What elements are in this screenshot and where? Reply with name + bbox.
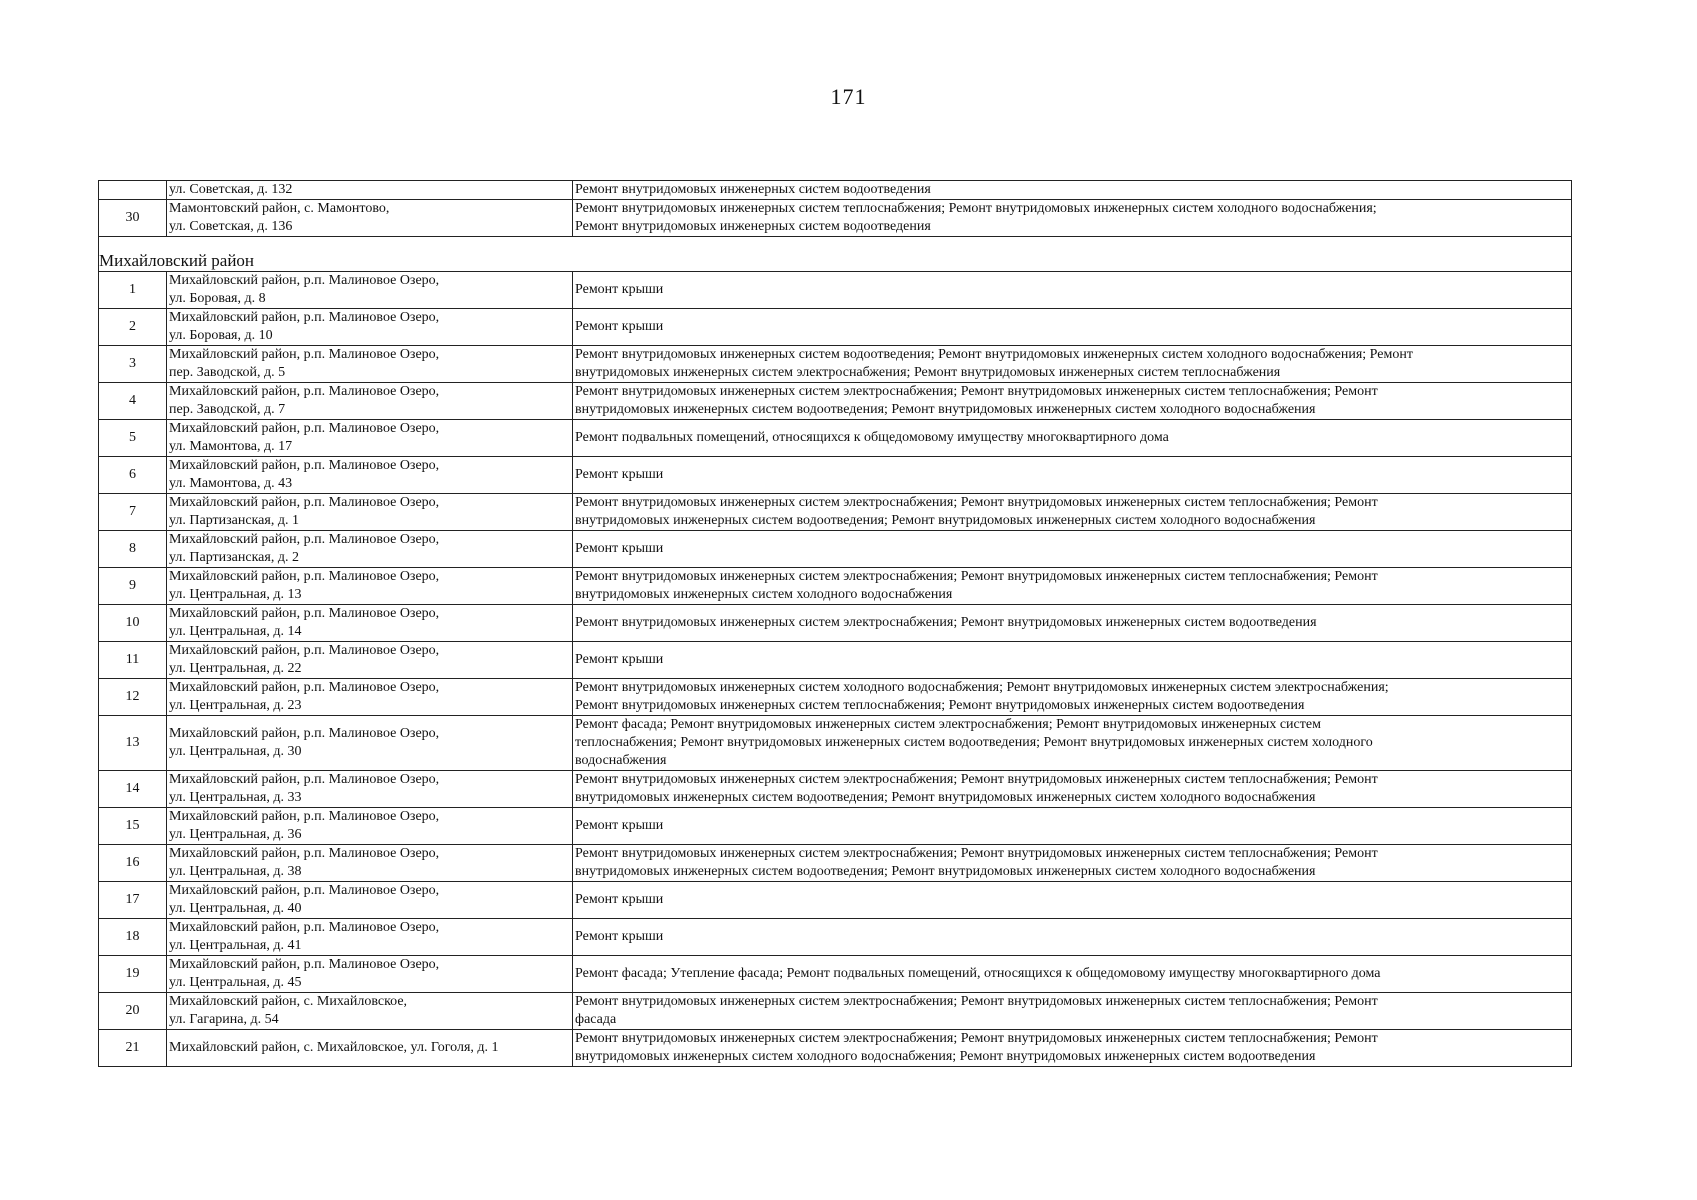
works-line: Ремонт крыши [575, 541, 664, 556]
row-number: 5 [99, 420, 167, 457]
works-cell [573, 993, 1572, 1030]
works-cell [573, 642, 1572, 679]
works-line: внутридомовых инженерных систем водоотведения; Ремонт внутридомовых инженерных систем холодного водоснабжения [575, 402, 1316, 417]
table-row [99, 993, 1572, 1030]
address-line: Михайловский район, р.п. Малиновое Озеро, [169, 273, 440, 288]
table-row [99, 346, 1572, 383]
table-row [99, 494, 1572, 531]
row-number: 10 [99, 605, 167, 642]
table-row [99, 605, 1572, 642]
table-row [99, 309, 1572, 346]
works-line: Ремонт крыши [575, 319, 664, 334]
works-cell [573, 882, 1572, 919]
address-line: ул. Центральная, д. 13 [169, 587, 302, 602]
row-number: 8 [99, 531, 167, 568]
address-line: ул. Мамонтова, д. 17 [169, 439, 293, 454]
works-table [98, 180, 1572, 1067]
address-line: ул. Мамонтова, д. 43 [169, 476, 293, 491]
table-row [99, 181, 1572, 200]
address-line: Михайловский район, р.п. Малиновое Озеро, [169, 347, 440, 362]
address-cell [167, 494, 573, 531]
row-number: 15 [99, 808, 167, 845]
works-line: Ремонт фасада; Ремонт внутридомовых инженерных систем электроснабжения; Ремонт внутридомовых инженерных систем [575, 717, 1321, 732]
address-line: ул. Партизанская, д. 2 [169, 550, 299, 565]
address-cell [167, 272, 573, 309]
table-row [99, 1030, 1572, 1067]
works-line: теплоснабжения; Ремонт внутридомовых инженерных систем водоотведения; Ремонт внутридомовых инженерных систем холодного [575, 735, 1373, 750]
address-line: Михайловский район, р.п. Малиновое Озеро, [169, 421, 440, 436]
address-line: ул. Центральная, д. 14 [169, 624, 302, 639]
works-cell [573, 679, 1572, 716]
works-cell [573, 181, 1572, 200]
row-number: 13 [99, 716, 167, 771]
table-row [99, 771, 1572, 808]
works-line: Ремонт внутридомовых инженерных систем электроснабжения; Ремонт внутридомовых инженерных систем теплоснабжения; Ремонт [575, 994, 1378, 1009]
section-header-group [99, 237, 1572, 272]
row-number: 12 [99, 679, 167, 716]
previous-district-rows [99, 181, 1572, 237]
address-line: Михайловский район, р.п. Малиновое Озеро, [169, 680, 440, 695]
works-line: внутридомовых инженерных систем холодного водоснабжения; Ремонт внутридомовых инженерных систем водоотведения [575, 1049, 1316, 1064]
works-line: Ремонт внутридомовых инженерных систем водоотведения [575, 182, 931, 197]
address-line: Михайловский район, р.п. Малиновое Озеро, [169, 458, 440, 473]
address-line: Михайловский район, р.п. Малиновое Озеро, [169, 809, 440, 824]
address-cell [167, 993, 573, 1030]
works-line: Ремонт крыши [575, 467, 664, 482]
address-line: Михайловский район, р.п. Малиновое Озеро, [169, 569, 440, 584]
row-number: 3 [99, 346, 167, 383]
page-number: 171 [830, 84, 867, 109]
address-line: Михайловский район, р.п. Малиновое Озеро, [169, 495, 440, 510]
address-line: ул. Центральная, д. 38 [169, 864, 302, 879]
works-cell [573, 309, 1572, 346]
table-row [99, 568, 1572, 605]
table-row [99, 882, 1572, 919]
address-line: ул. Центральная, д. 22 [169, 661, 302, 676]
works-line: внутридомовых инженерных систем водоотведения; Ремонт внутридомовых инженерных систем холодного водоснабжения [575, 513, 1316, 528]
table-row [99, 272, 1572, 309]
address-line: Михайловский район, р.п. Малиновое Озеро, [169, 532, 440, 547]
address-line: ул. Советская, д. 132 [169, 182, 293, 197]
address-line: ул. Центральная, д. 45 [169, 975, 302, 990]
works-line: Ремонт крыши [575, 652, 664, 667]
address-cell [167, 346, 573, 383]
address-cell [167, 716, 573, 771]
table-row [99, 531, 1572, 568]
address-line: ул. Советская, д. 136 [169, 219, 293, 234]
address-cell [167, 808, 573, 845]
address-line: Михайловский район, с. Михайловское, ул. Гоголя, д. 1 [169, 1040, 499, 1055]
address-line: Михайловский район, р.п. Малиновое Озеро, [169, 920, 440, 935]
address-cell [167, 642, 573, 679]
row-number: 4 [99, 383, 167, 420]
address-cell [167, 568, 573, 605]
row-number: 9 [99, 568, 167, 605]
table-row [99, 845, 1572, 882]
section-title: Михайловский район [99, 237, 1572, 272]
address-line: Михайловский район, р.п. Малиновое Озеро, [169, 606, 440, 621]
address-cell [167, 605, 573, 642]
works-line: Ремонт фасада; Утепление фасада; Ремонт подвальных помещений, относящихся к общедомовому имуществу многоквартирного дома [575, 966, 1381, 981]
table-row [99, 956, 1572, 993]
address-cell [167, 679, 573, 716]
address-line: ул. Центральная, д. 30 [169, 744, 302, 759]
works-cell [573, 1030, 1572, 1067]
table-row [99, 716, 1572, 771]
address-line: Михайловский район, р.п. Малиновое Озеро, [169, 883, 440, 898]
row-number: 7 [99, 494, 167, 531]
address-cell [167, 420, 573, 457]
works-line: Ремонт внутридомовых инженерных систем теплоснабжения; Ремонт внутридомовых инженерных систем холодного водоснабжения; [575, 201, 1377, 216]
works-cell [573, 808, 1572, 845]
works-cell [573, 494, 1572, 531]
address-line: ул. Центральная, д. 23 [169, 698, 302, 713]
address-line: Михайловский район, р.п. Малиновое Озеро, [169, 772, 440, 787]
works-line: Ремонт крыши [575, 929, 664, 944]
section-header-row [99, 237, 1572, 272]
works-cell [573, 272, 1572, 309]
works-cell [573, 771, 1572, 808]
address-line: Михайловский район, р.п. Малиновое Озеро, [169, 310, 440, 325]
row-number [99, 181, 167, 200]
works-line: внутридомовых инженерных систем водоотведения; Ремонт внутридомовых инженерных систем холодного водоснабжения [575, 864, 1316, 879]
address-cell [167, 181, 573, 200]
table-row [99, 919, 1572, 956]
works-line: Ремонт внутридомовых инженерных систем электроснабжения; Ремонт внутридомовых инженерных систем теплоснабжения; Ремонт [575, 495, 1378, 510]
address-line: ул. Центральная, д. 41 [169, 938, 302, 953]
row-number: 16 [99, 845, 167, 882]
works-line: Ремонт крыши [575, 892, 664, 907]
table-row [99, 420, 1572, 457]
table-row [99, 642, 1572, 679]
row-number: 6 [99, 457, 167, 494]
works-line: Ремонт внутридомовых инженерных систем электроснабжения; Ремонт внутридомовых инженерных систем теплоснабжения; Ремонт [575, 846, 1378, 861]
works-cell [573, 845, 1572, 882]
address-line: ул. Центральная, д. 33 [169, 790, 302, 805]
district-rows [99, 272, 1572, 1067]
works-line: Ремонт внутридомовых инженерных систем теплоснабжения; Ремонт внутридомовых инженерных систем водоотведения [575, 698, 1305, 713]
address-line: ул. Гагарина, д. 54 [169, 1012, 279, 1027]
works-cell [573, 919, 1572, 956]
address-cell [167, 956, 573, 993]
address-line: ул. Центральная, д. 40 [169, 901, 302, 916]
row-number: 18 [99, 919, 167, 956]
address-cell [167, 457, 573, 494]
row-number: 11 [99, 642, 167, 679]
address-cell [167, 309, 573, 346]
works-line: Ремонт подвальных помещений, относящихся к общедомовому имуществу многоквартирного дома [575, 430, 1169, 445]
address-cell [167, 200, 573, 237]
address-line: ул. Партизанская, д. 1 [169, 513, 299, 528]
works-cell [573, 420, 1572, 457]
row-number: 1 [99, 272, 167, 309]
works-line: Ремонт крыши [575, 282, 664, 297]
row-number: 17 [99, 882, 167, 919]
works-line: Ремонт внутридомовых инженерных систем водоотведения; Ремонт внутридомовых инженерных систем холодного водоснабжения; Ремонт [575, 347, 1413, 362]
address-cell [167, 845, 573, 882]
row-number: 19 [99, 956, 167, 993]
works-line: Ремонт внутридомовых инженерных систем электроснабжения; Ремонт внутридомовых инженерных систем теплоснабжения; Ремонт [575, 384, 1378, 399]
works-cell [573, 346, 1572, 383]
works-line: Ремонт внутридомовых инженерных систем холодного водоснабжения; Ремонт внутридомовых инженерных систем электроснабжения; [575, 680, 1389, 695]
address-line: ул. Боровая, д. 8 [169, 291, 266, 306]
works-cell [573, 568, 1572, 605]
address-cell [167, 383, 573, 420]
table-row [99, 679, 1572, 716]
address-cell [167, 1030, 573, 1067]
address-cell [167, 771, 573, 808]
row-number: 20 [99, 993, 167, 1030]
address-line: Михайловский район, р.п. Малиновое Озеро, [169, 846, 440, 861]
address-line: Михайловский район, р.п. Малиновое Озеро, [169, 726, 440, 741]
table-row [99, 457, 1572, 494]
address-line: Михайловский район, с. Михайловское, [169, 994, 408, 1009]
table-row [99, 200, 1572, 237]
works-line: внутридомовых инженерных систем электроснабжения; Ремонт внутридомовых инженерных систем теплоснабжения [575, 365, 1281, 380]
address-line: Мамонтовский район, с. Мамонтово, [169, 201, 390, 216]
address-line: ул. Центральная, д. 36 [169, 827, 302, 842]
works-line: водоснабжения [575, 753, 667, 768]
row-number: 30 [99, 200, 167, 237]
works-cell [573, 605, 1572, 642]
works-cell [573, 457, 1572, 494]
address-cell [167, 531, 573, 568]
address-line: Михайловский район, р.п. Малиновое Озеро, [169, 957, 440, 972]
address-line: Михайловский район, р.п. Малиновое Озеро, [169, 384, 440, 399]
works-cell [573, 383, 1572, 420]
works-cell [573, 716, 1572, 771]
table-row [99, 383, 1572, 420]
row-number: 14 [99, 771, 167, 808]
row-number: 21 [99, 1030, 167, 1067]
address-line: пер. Заводской, д. 7 [169, 402, 286, 417]
address-line: Михайловский район, р.п. Малиновое Озеро, [169, 643, 440, 658]
works-line: Ремонт внутридомовых инженерных систем электроснабжения; Ремонт внутридомовых инженерных систем теплоснабжения; Ремонт [575, 569, 1378, 584]
table-row [99, 808, 1572, 845]
works-line: Ремонт внутридомовых инженерных систем электроснабжения; Ремонт внутридомовых инженерных систем водоотведения [575, 615, 1317, 630]
works-cell [573, 531, 1572, 568]
works-line: Ремонт крыши [575, 818, 664, 833]
works-cell [573, 200, 1572, 237]
works-line: внутридомовых инженерных систем холодного водоснабжения [575, 587, 953, 602]
works-line: внутридомовых инженерных систем водоотведения; Ремонт внутридомовых инженерных систем холодного водоснабжения [575, 790, 1316, 805]
works-line: фасада [575, 1012, 617, 1027]
address-line: пер. Заводской, д. 5 [169, 365, 286, 380]
row-number: 2 [99, 309, 167, 346]
works-line: Ремонт внутридомовых инженерных систем электроснабжения; Ремонт внутридомовых инженерных систем теплоснабжения; Ремонт [575, 772, 1378, 787]
address-cell [167, 919, 573, 956]
works-line: Ремонт внутридомовых инженерных систем электроснабжения; Ремонт внутридомовых инженерных систем теплоснабжения; Ремонт [575, 1031, 1378, 1046]
address-line: ул. Боровая, д. 10 [169, 328, 273, 343]
works-line: Ремонт внутридомовых инженерных систем водоотведения [575, 219, 931, 234]
address-cell [167, 882, 573, 919]
works-cell [573, 956, 1572, 993]
